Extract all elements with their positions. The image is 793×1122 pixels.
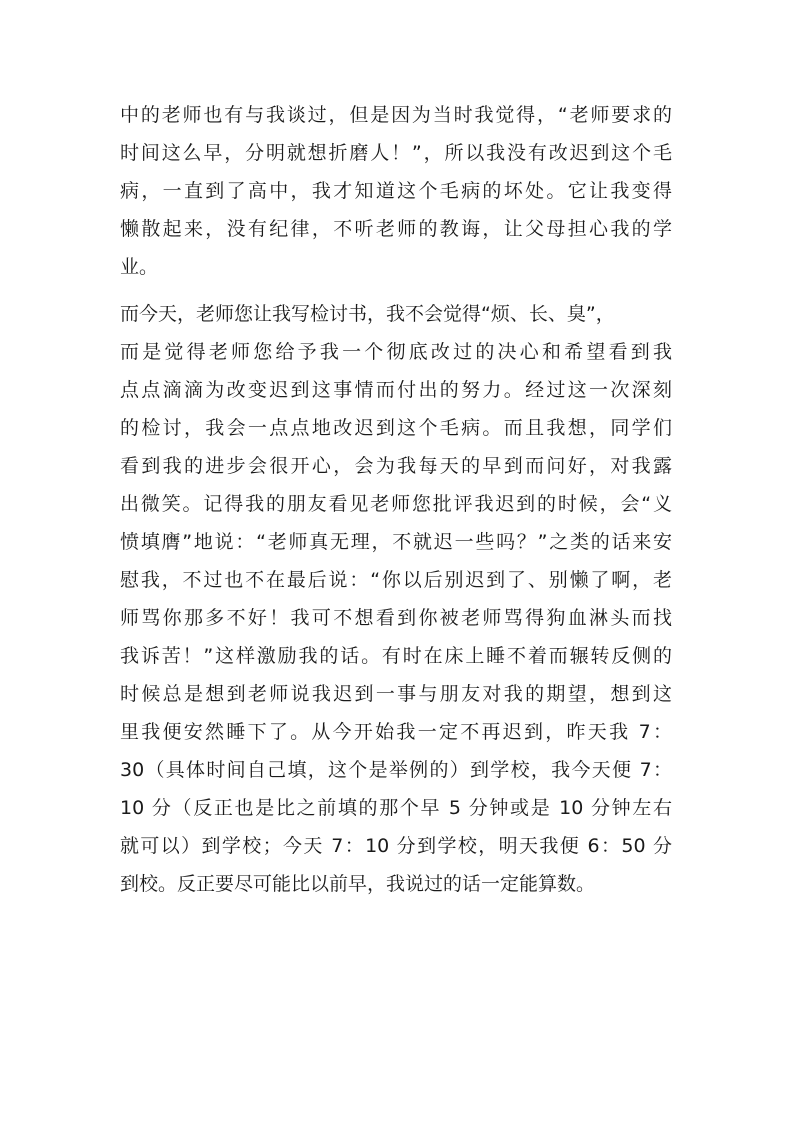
text-line: 而今天，老师您让我写检讨书，我不会觉得“烦、长、臭”， [120,303,615,325]
paragraph-2 [120,295,672,903]
text-line: 时间这么早，分明就想折磨人！”，所以我没有改迟到这个毛 [120,142,672,164]
text-line: 中的老师也有与我谈过，但是因为当时我觉得，“老师要求的 [120,104,672,126]
text-line: 到校。反正要尽可能比以前早，我说过的话一定能算数。 [120,873,596,895]
text-line: 业。 [120,256,159,278]
text-line: 时候总是想到老师说我迟到一事与朋友对我的期望，想到这 [120,683,672,705]
text-line: 懒散起来，没有纪律，不听老师的教诲，让父母担心我的学 [120,218,672,240]
text-line: 10 分（反正也是比之前填的那个早 5 分钟或是 10 分钟左右 [120,797,672,819]
text-line: 出微笑。记得我的朋友看见老师您批评我迟到的时候，会“义 [120,493,672,515]
text-line: 里我便安然睡下了。从今开始我一定不再迟到，昨天我 7： [120,721,672,743]
text-line: 慰我，不过也不在最后说：“你以后别迟到了、别懒了啊，老 [120,569,672,591]
text-line: 我诉苦！”这样激励我的话。有时在床上睡不着而辗转反侧的 [120,645,672,667]
text-line: 点点滴滴为改变迟到这事情而付出的努力。经过这一次深刻 [120,379,672,401]
document-body [120,96,672,903]
paragraph-gap [120,286,672,295]
paragraph-1 [120,96,672,286]
text-line: 而是觉得老师您给予我一个彻底改过的决心和希望看到我 [120,341,672,363]
text-line: 愤填膺”地说：“老师真无理，不就迟一些吗？”之类的话来安 [120,531,672,553]
text-line: 的检讨，我会一点点地改迟到这个毛病。而且我想，同学们 [120,417,672,439]
text-line: 看到我的进步会很开心，会为我每天的早到而问好，对我露 [120,455,672,477]
text-line: 病，一直到了高中，我才知道这个毛病的坏处。它让我变得 [120,180,672,202]
text-line: 就可以）到学校；今天 7：10 分到学校，明天我便 6：50 分 [120,835,672,857]
text-line: 30（具体时间自己填，这个是举例的）到学校，我今天便 7： [120,759,672,781]
text-line: 师骂你那多不好！我可不想看到你被老师骂得狗血淋头而找 [120,607,672,629]
